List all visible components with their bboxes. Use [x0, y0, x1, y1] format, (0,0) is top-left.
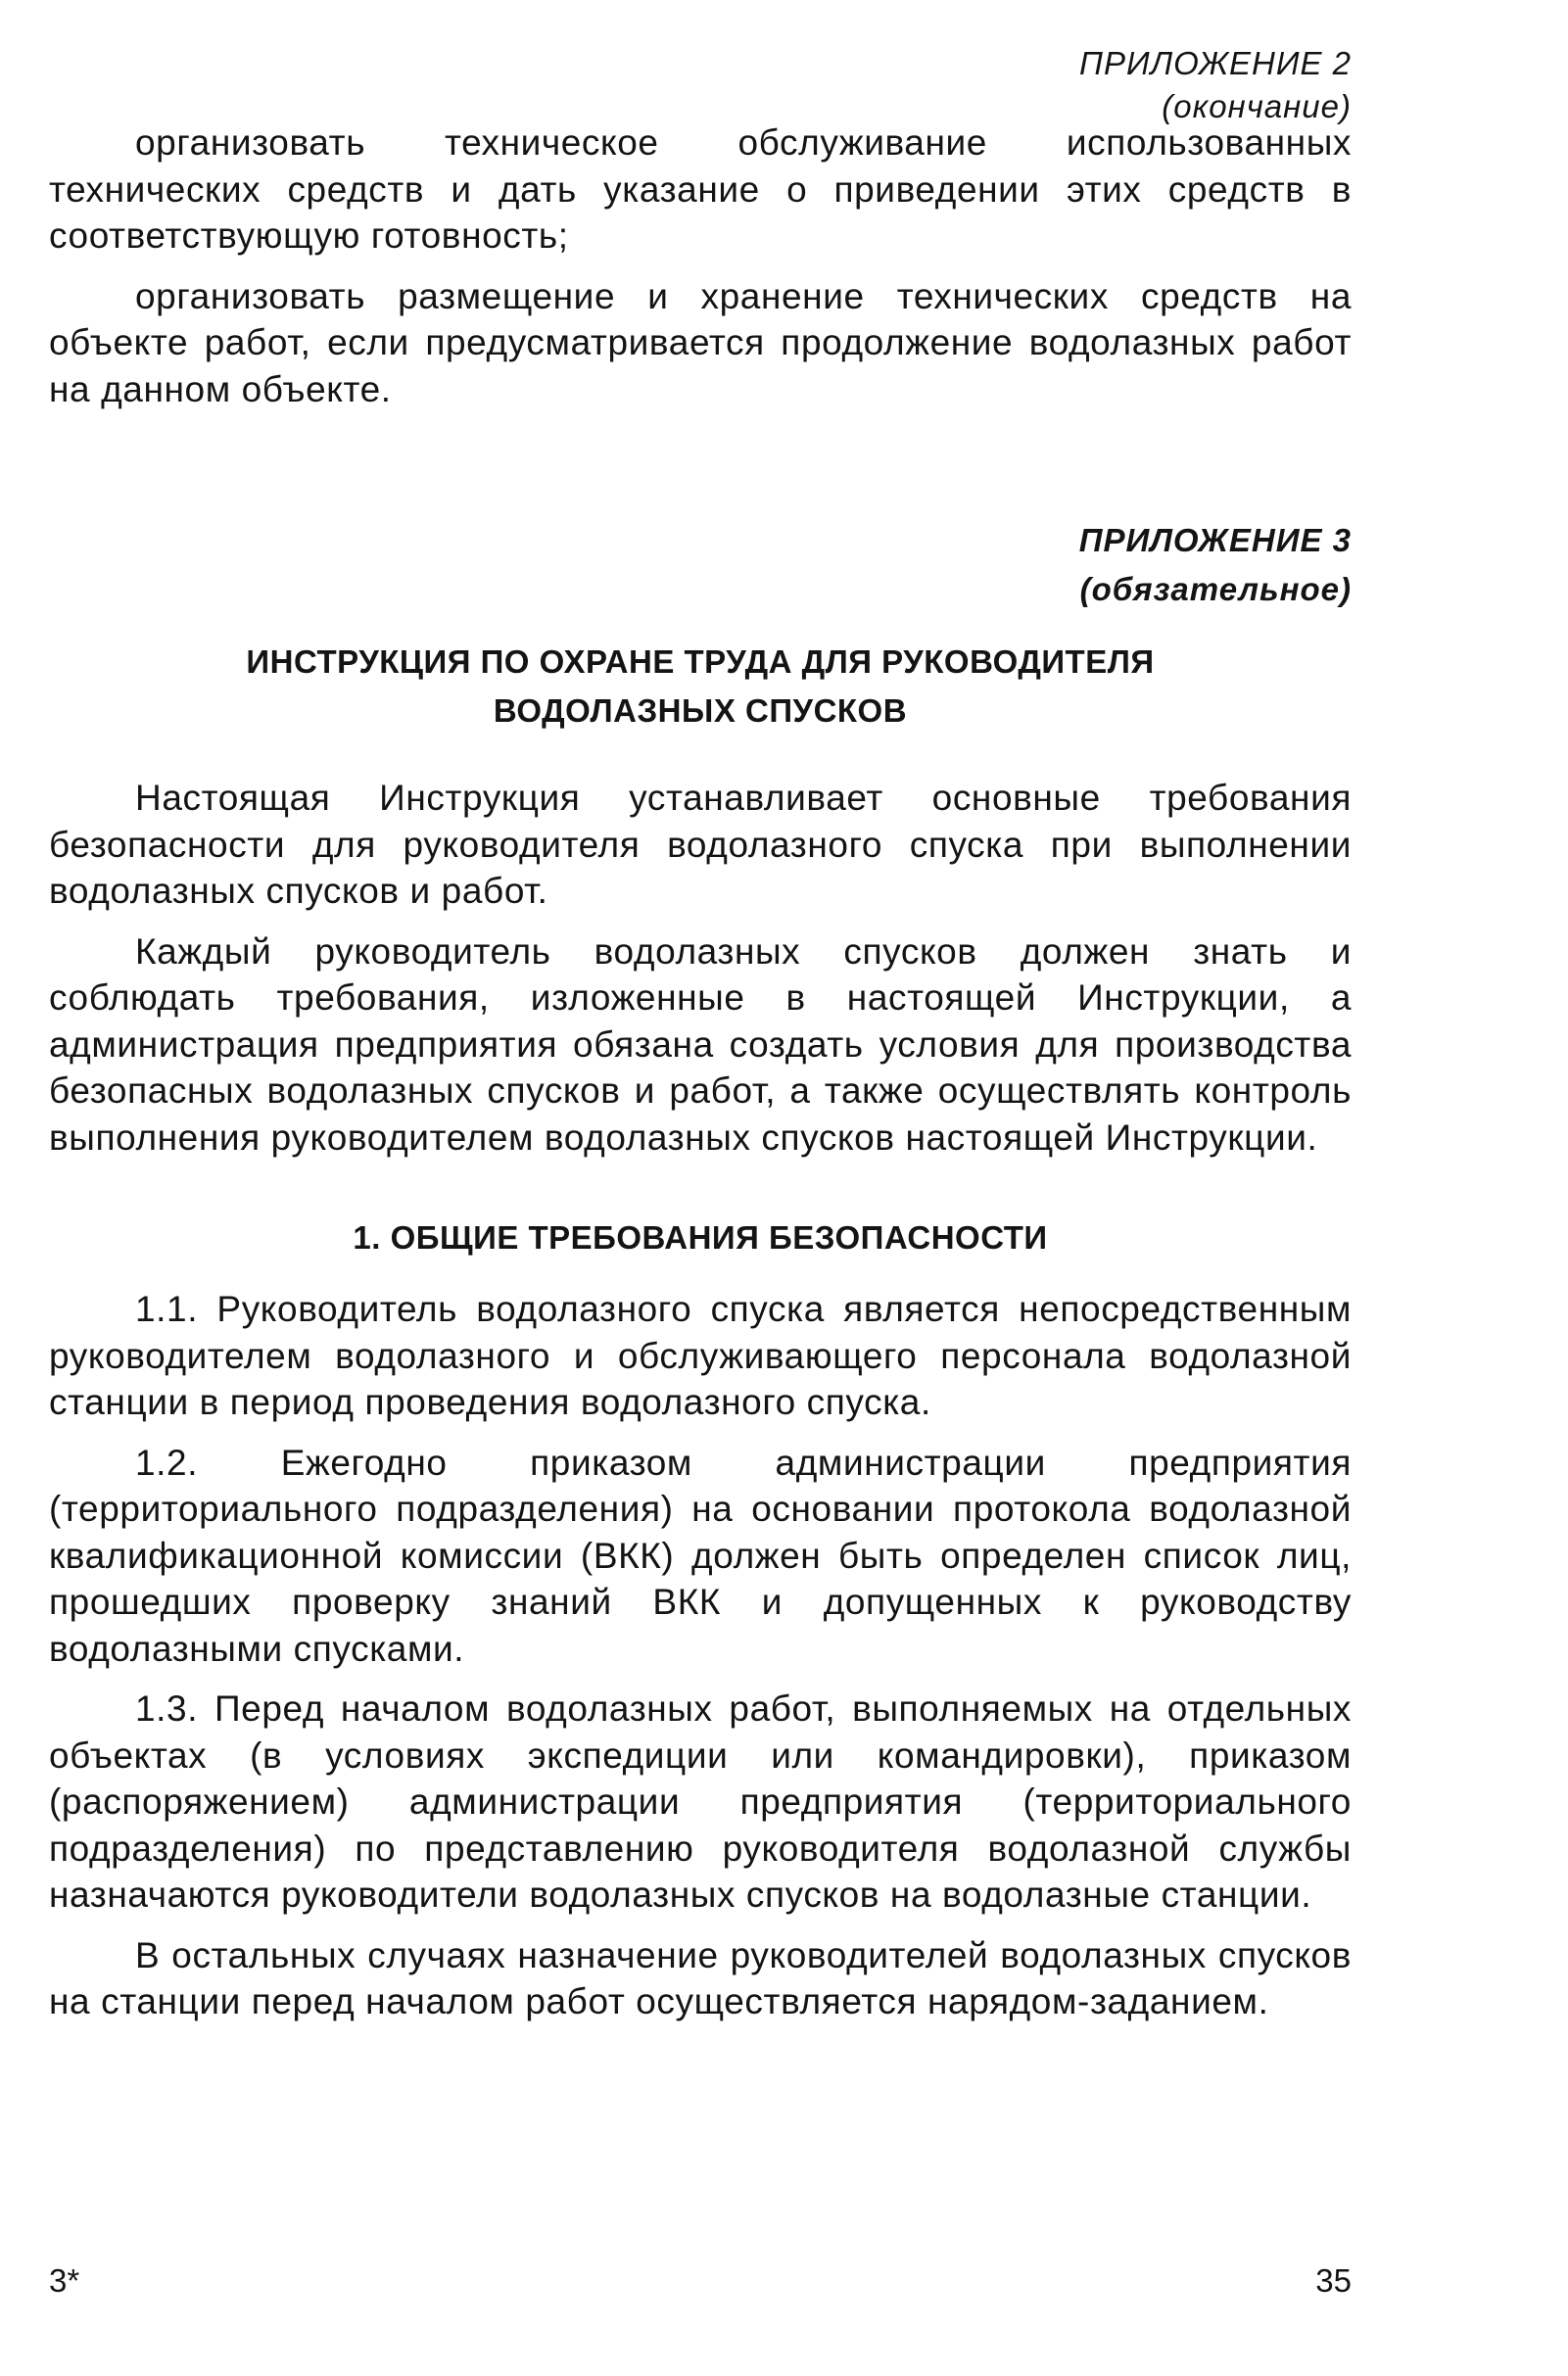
instruction-title — [49, 638, 1352, 736]
instruction-title-line-2: ВОДОЛАЗНЫХ СПУСКОВ — [493, 692, 908, 729]
appendix-2-label: ПРИЛОЖЕНИЕ 2 — [1079, 45, 1352, 81]
appendix-3-note: (обязательное) — [1079, 571, 1352, 607]
section-1-paragraph: 1.1. Руководитель водолазного спуска является непосредственным руководителем водолазного и обслуживающего персонала водолазной станции в период проведения водолазного спуска. — [49, 1289, 1352, 1422]
document-page — [49, 39, 1352, 2039]
instruction-title-line-1: ИНСТРУКЦИЯ ПО ОХРАНЕ ТРУДА ДЛЯ РУКОВОДИТЕЛЯ — [246, 643, 1155, 680]
page-footer — [49, 2262, 1352, 2300]
section-1-paragraph: 1.2. Ежегодно приказом администрации предприятия (территориального подразделения) на основании протокола водолазной квалификационной комиссии (ВКК) должен быть определен список лиц, прошедших проверку знаний ВКК и допущенных к руководству водолазными спусками. — [49, 1442, 1352, 1669]
preamble-paragraph: Настоящая Инструкция устанавливает основные требования безопасности для руководителя водолазного спуска при выполнении водолазных спусков и работ. — [49, 778, 1352, 911]
intro-paragraph: организовать размещение и хранение технических средств на объекте работ, если предусматривается продолжение водолазных работ на данном объекте. — [49, 275, 1352, 409]
page-number: 35 — [1315, 2262, 1352, 2299]
section-1-paragraph: В остальных случаях назначение руководителей водолазных спусков на станции перед началом работ осуществляется нарядом-заданием. — [49, 1934, 1352, 2021]
section-1-paragraph: 1.3. Перед началом водолазных работ, выполняемых на отдельных объектах (в условиях экспедиции или командировки), приказом (распоряжением) администрации предприятия (территориального подразделения) по представлению руководителя водолазной службы назначаются руководители водолазных спусков на водолазные станции. — [49, 1688, 1352, 1915]
intro-paragraph: организовать техническое обслуживание использованных технических средств и дать указание о приведении этих средств в соответствующую готовность; — [49, 122, 1352, 256]
signature-mark: 3* — [49, 2262, 80, 2299]
section-1-heading: 1. ОБЩИЕ ТРЕБОВАНИЯ БЕЗОПАСНОСТИ — [353, 1219, 1048, 1256]
preamble-paragraph: Каждый руководитель водолазных спусков должен знать и соблюдать требования, изложенные в настоящей Инструкции, а администрация предприятия обязана создать условия для производства безопасных водолазных спусков и работ, а также осуществлять контроль выполнения руководителем водолазных спусков настоящей Инструкции. — [49, 930, 1352, 1158]
appendix-2-note: (окончание) — [1162, 88, 1352, 124]
appendix-3-label: ПРИЛОЖЕНИЕ 3 — [1078, 522, 1352, 558]
